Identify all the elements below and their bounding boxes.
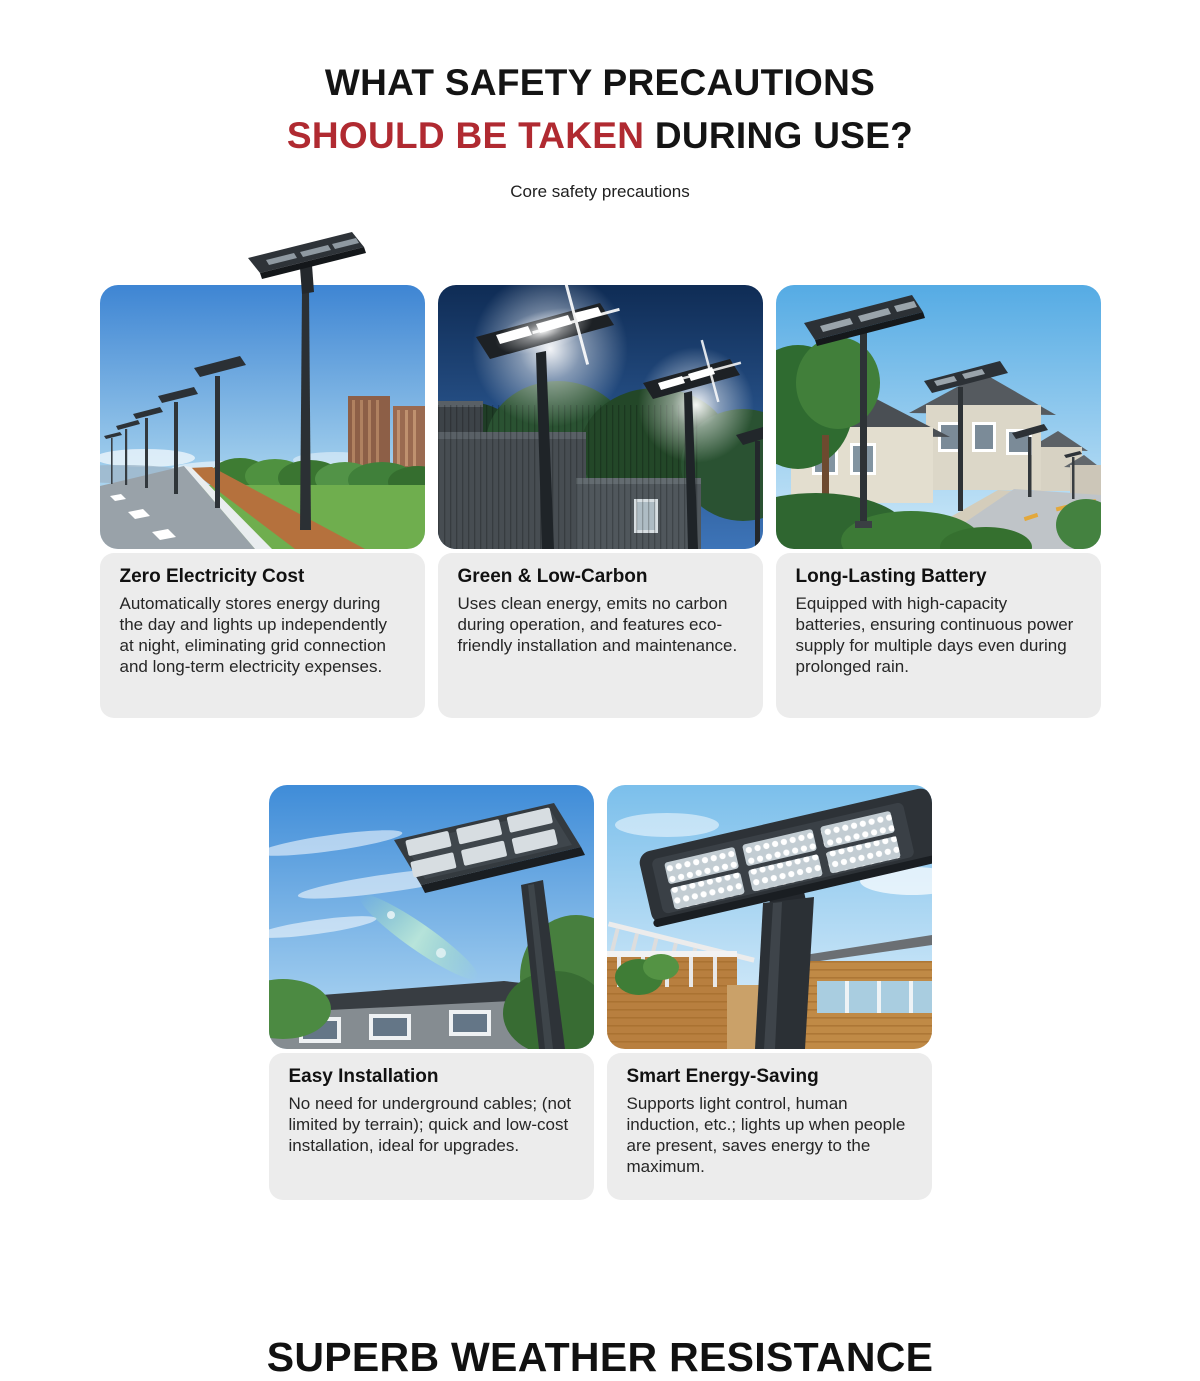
card-title: Long-Lasting Battery: [795, 566, 987, 587]
lamp-blue-sky-illustration: [269, 785, 594, 1049]
card-description: Supports light control, human induction, etc.; lights up when people are present, saves energy to the maximum.: [626, 1094, 906, 1176]
photo-scene: [776, 285, 1101, 549]
card-description: Equipped with high-capacity batteries, ensuring continuous power supply for multiple days even during prolonged rain.: [795, 594, 1074, 676]
feature-card-zero-electricity: [100, 285, 425, 718]
card-text-panel: [776, 553, 1101, 718]
street-lights-row-illustration: [100, 230, 425, 549]
card-photo: [100, 285, 425, 549]
card-title: Easy Installation: [288, 1066, 439, 1087]
features-row-2: [0, 785, 1200, 1200]
page-title: [0, 56, 1200, 162]
card-text-panel: [607, 1053, 932, 1200]
photo-scene: [100, 285, 425, 549]
card-title: Zero Electricity Cost: [119, 566, 305, 587]
night-lamps-illustration: [438, 285, 763, 549]
page-subtitle: Core safety precautions: [510, 182, 690, 201]
photo-scene: [438, 285, 763, 549]
card-photo: [438, 285, 763, 549]
feature-card-green-low-carbon: [438, 285, 763, 718]
photo-scene: [269, 785, 594, 1049]
title-highlight: SHOULD BE TAKEN: [286, 115, 645, 156]
card-photo: [776, 285, 1101, 549]
feature-card-long-lasting-battery: [776, 285, 1101, 718]
card-photo: [607, 785, 932, 1049]
card-title: Smart Energy-Saving: [626, 1066, 819, 1087]
residential-street-illustration: [776, 285, 1101, 549]
features-row-1: [0, 285, 1200, 718]
card-photo: [269, 785, 594, 1049]
card-text-panel: [438, 553, 763, 718]
card-description: Automatically stores energy during the day and lights up independently at night, eliminating grid connection and long-term electricity expenses.: [119, 594, 387, 676]
footer-heading: SUPERB WEATHER RESISTANCE: [266, 1334, 934, 1380]
card-description: No need for underground cables; (not limited by terrain); quick and low-cost installation, ideal for upgrades.: [288, 1094, 572, 1155]
card-description: Uses clean energy, emits no carbon during operation, and features eco-friendly installation and maintenance.: [457, 594, 738, 655]
lamp-closeup-illustration: [607, 785, 932, 1049]
card-text-panel: [269, 1053, 594, 1200]
card-title: Green & Low-Carbon: [457, 566, 648, 587]
photo-scene: [607, 785, 932, 1049]
card-text-panel: [100, 553, 425, 718]
feature-card-smart-energy-saving: [607, 785, 932, 1200]
page-header: [0, 0, 1200, 202]
feature-card-easy-installation: [269, 785, 594, 1200]
title-line-1: WHAT SAFETY PRECAUTIONS: [324, 62, 876, 103]
title-line-2-rest: DURING USE?: [654, 115, 914, 156]
